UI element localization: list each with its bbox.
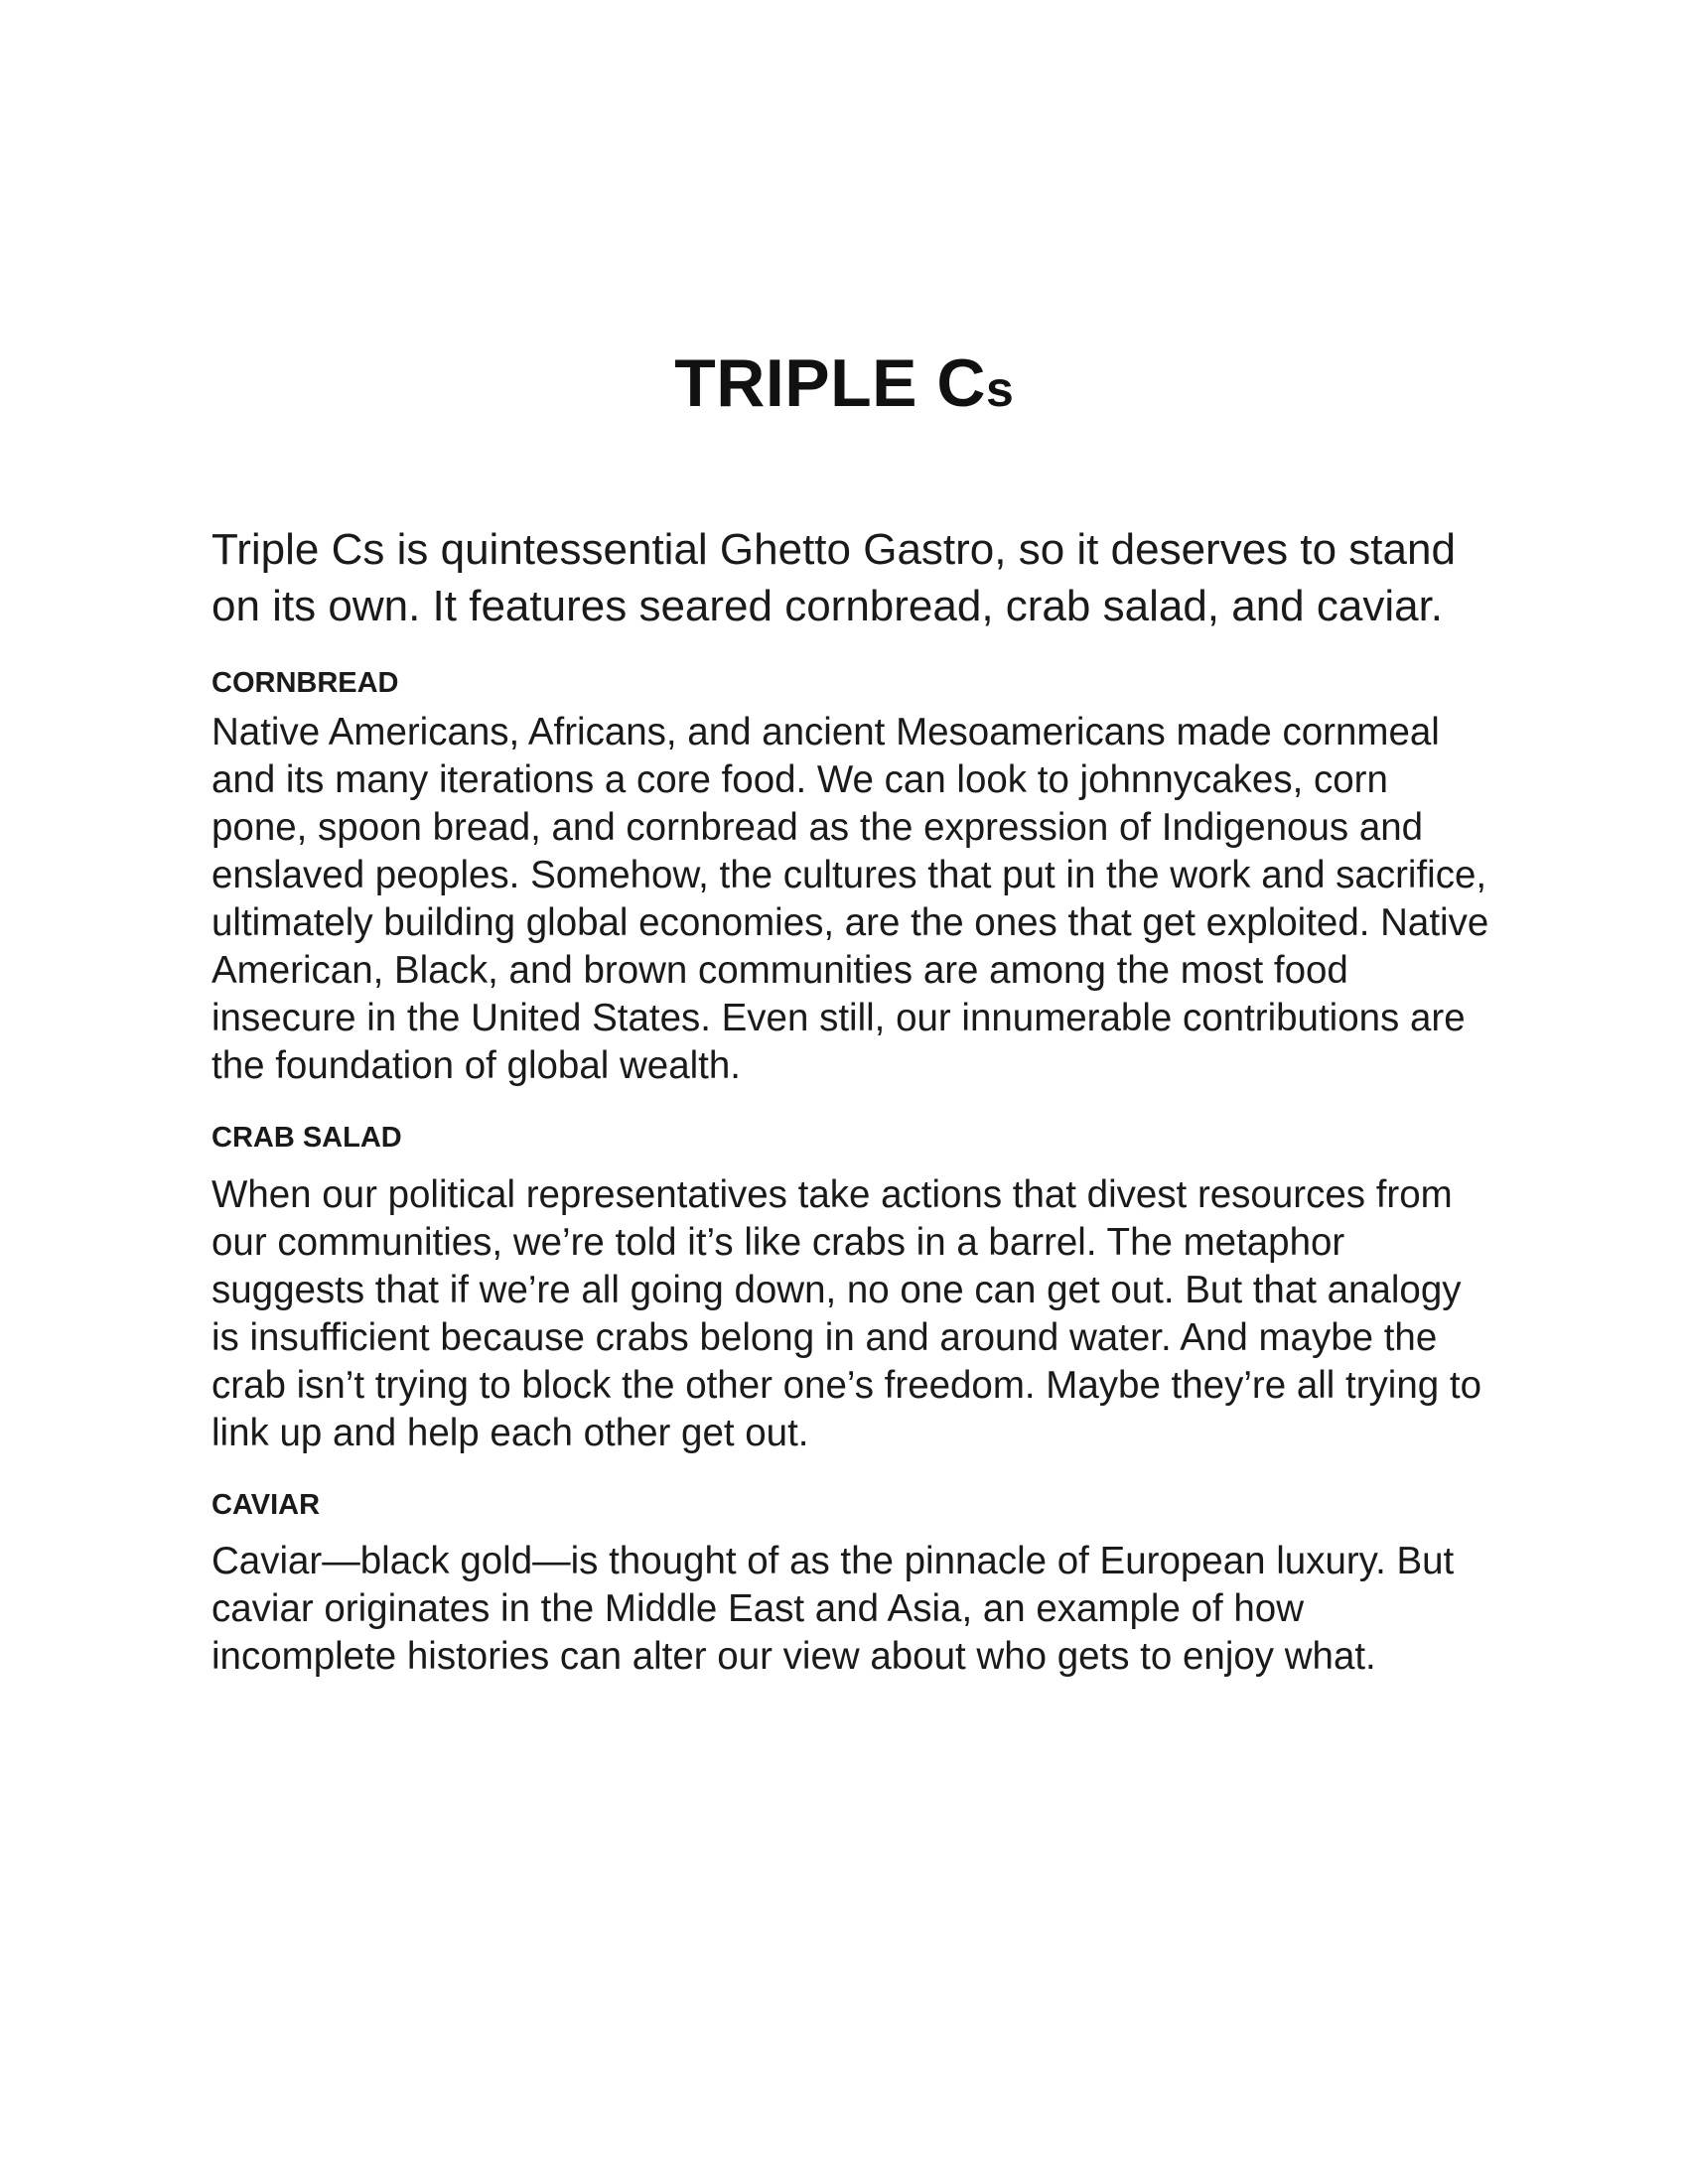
- section-heading-caviar: CAVIAR: [211, 1489, 321, 1521]
- section-heading-crab-salad: CRAB SALAD: [211, 1122, 402, 1154]
- content-body: [211, 521, 1492, 1681]
- section-body-crab-salad: When our political representatives take actions that divest resources from our communities, we’re told it’s like crabs in a barrel. The metaphor suggests that if we’re all going down, no one can get out. But that analogy is insufficient because crabs belong in and around water. And maybe the crab isn’t trying to block the other one’s freedom. Maybe they’re all trying to link up and help each other get out.: [211, 1173, 1481, 1454]
- intro-paragraph: Triple Cs is quintessential Ghetto Gastro, so it deserves to stand on its own. It features seared cornbread, crab salad, and caviar.: [211, 525, 1456, 630]
- title-main: TRIPLE C: [674, 344, 986, 421]
- title-suffix: s: [985, 360, 1014, 417]
- section-body-caviar: Caviar—black gold—is thought of as the pinnacle of European luxury. But caviar originates in the Middle East and Asia, an example of how incomplete histories can alter our view about who gets to enjoy what.: [211, 1540, 1455, 1678]
- section-body-cornbread: Native Americans, Africans, and ancient Mesoamericans made cornmeal and its many iterations a core food. We can look to johnnycakes, corn pone, spoon bread, and cornbread as the expression of Indigenous and enslaved peoples. Somehow, the cultures that put in the work and sacrifice, ultimately building global economies, are the ones that get exploited. Native American, Black, and brown communities are among the most food insecure in the United States. Even still, our innumerable contributions are the foundation of global wealth.: [211, 711, 1489, 1087]
- section-heading-cornbread: CORNBREAD: [211, 667, 399, 699]
- page-title: [0, 343, 1688, 429]
